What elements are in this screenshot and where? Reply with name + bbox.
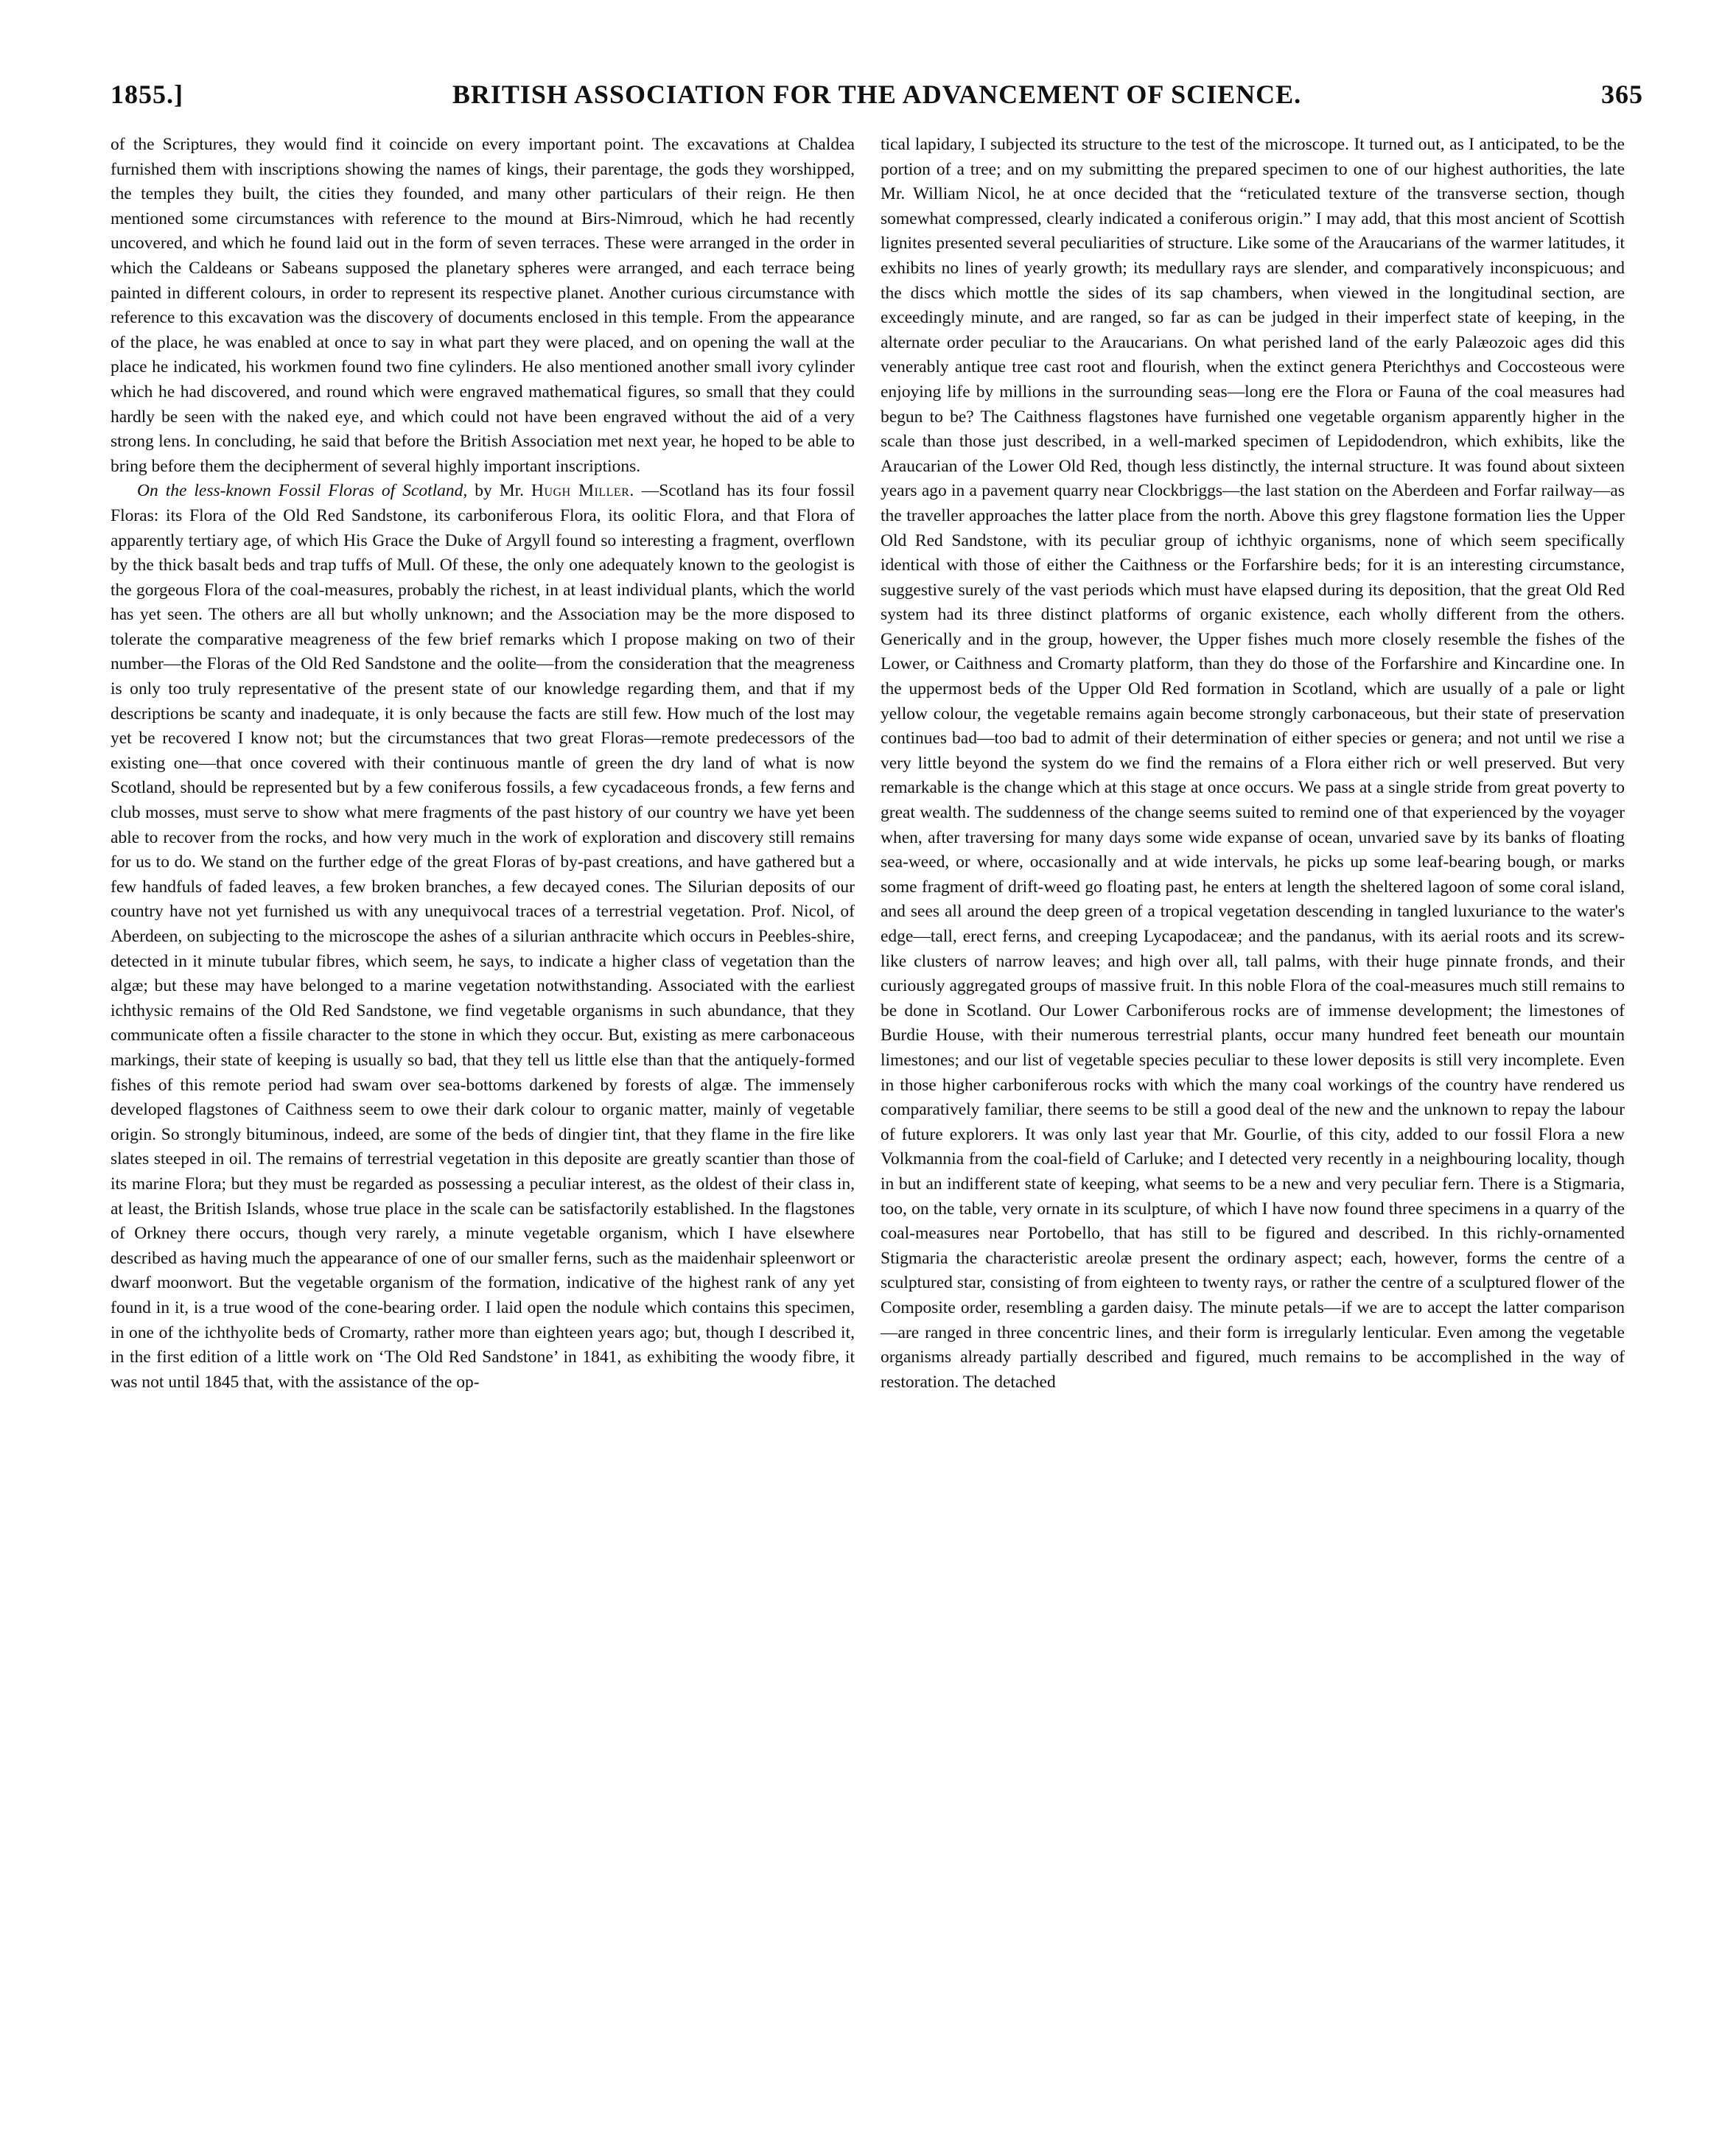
- paragraph-continued: tical lapidary, I subjected its structure to the test of the microscope. It turned out, as I anticipated, to be the portion of a tree; and on my submitting the prepared specimen to one of our highest authorities, the late Mr. William Nicol, he at once decided that the “reticulated texture of the transverse section, though somewhat compressed, clearly indicated a coniferous origin.” I may add, that this most ancient of Scottish lignites presented several peculiarities of structure. Like some of the Araucarians of the warmer latitudes, it exhibits no lines of yearly growth; its medullary rays are slender, and comparatively inconspicuous; and the discs which mottle the sides of its sap chambers, when viewed in the longitudinal section, are exceedingly minute, and are ranged, so far as can be judged in their imperfect state of keeping, in the alternate order peculiar to the Araucarians. On what perished land of the early Palæozoic ages did this venerably antique tree cast root and flourish, when the extinct genera Pterichthys and Coccosteous were enjoying life by millions in the surrounding seas—long ere the Flora or Fauna of the coal measures had begun to be? The Caithness flagstones have furnished one vegetable organism apparently higher in the scale than those just described, in a well-marked specimen of Lepidodendron, which exhibits, like the Araucarian of the Lower Old Red, though less distinctly, the internal structure. It was found about sixteen years ago in a pavement quarry near Clockbriggs—the last station on the Aberdeen and Forfar railway—as the traveller approaches the latter place from the north. Above this grey flagstone formation lies the Upper Old Red Sandstone, with its peculiar group of ichthyic organisms, none of which seem specifically identical with those of either the Caithness or the Forfarshire beds; for it is an interesting circumstance, suggestive surely of the vast periods which must have elapsed during its deposition, that the great Old Red system had its three distinct platforms of organic existence, each wholly different from the others. Generically and in the group, however, the Upper fishes much more closely resemble the fishes of the Lower, or Caithness and Cromarty platform, than they do those of the Forfarshire and Kincardine one. In the uppermost beds of the Upper Old Red formation in Scotland, which are usually of a pale or light yellow colour, the vegetable remains again become strongly carbonaceous, but their state of preservation continues bad—too bad to admit of their determination of either species or genera; and not until we rise a very little beyond the system do we find the remains of a Flora either rich or well preserved. But very remarkable is the change which at this stage at once occurs. We pass at a single stride from great poverty to great wealth. The suddenness of the change seems suited to remind one of that experienced by the voyager when, after traversing for many days some wide expanse of ocean, unvaried save by its banks of floating sea-weed, or where, occasionally and at wide intervals, he picks up some leaf-bearing bough, or marks some fragment of drift-weed go floating past, he enters at length the sheltered lagoon of some coral island, and sees all around the deep green of a tropical vegetation descending in tangled luxuriance to the water's edge—tall, erect ferns, and creeping Lycapodaceæ; and the pandanus, with its aerial roots and its screw-like clusters of narrow leaves; and high over all, tall palms, with their huge pinnate fronds, and their curiously aggregated groups of massive fruit. In this noble Flora of the coal-measures much still remains to be done in Scotland. Our Lower Carboniferous rocks are of immense development; the limestones of Burdie House, with their numerous terrestrial plants, occur many hundred feet beneath our mountain limestones; and our list of vegetable species peculiar to these lower deposits is still very incomplete. Even in those higher carboniferous rocks with which the many coal workings of the country have rendered us comparatively familiar, there seems to be still a good deal of the new and the unknown to repay the labour of future explorers. It was only last year that Mr. Gourlie, of this city, added to our fossil Flora a new Volkmannia from the coal-field of Carluke; and I detected very recently in a neighbouring locality, though in but an indifferent state of keeping, what seems to be a new and very peculiar fern. There is a Stigmaria, too, on the table, very ornate in its sculpture, of which I have now found three specimens in a quarry of the coal-measures near Portobello, that has still to be figured and described. In this richly-ornamented Stigmaria the characteristic areolæ present the ordinary aspect; each, however, forms the centre of a sculptured star, consisting of from eighteen to twenty rays, or rather the centre of a sculptured flower of the Composite order, resembling a garden daisy. The minute petals—if we are to accept the latter comparison—are ranged in three concentric lines, and their form is irregularly lenticular. Even among the vegetable organisms already partially described and figured, much remains to be accomplished in the way of restoration. The detached: [881, 135, 1625, 1392]
- header-title: BRITISH ASSOCIATION FOR THE ADVANCEMENT OF SCIENCE.: [452, 80, 1302, 109]
- paper-title: On the less-known Fossil Floras of Scotland,: [137, 481, 468, 501]
- right-column: [881, 133, 1625, 2107]
- paragraph-fossil-floras: [111, 479, 855, 1395]
- paper-by: by Mr.: [467, 481, 532, 501]
- header-year: 1855.]: [111, 80, 183, 109]
- paragraph-continuation: of the Scriptures, they would find it coincide on every important point. The excavations at Chaldea furnished them with inscriptions showing the names of kings, their parentage, the gods they worshipped, the temples they built, the cities they founded, and many other particulars of their reign. He then mentioned some circumstances with reference to the mound at Birs-Nimroud, which he had recently uncovered, and which he found laid out in the form of seven terraces. These were arranged in the order in which the Caldeans or Sabeans supposed the planetary spheres were arranged, and each terrace being painted in different colours, in order to represent its respective planet. Another curious circumstance with reference to this excavation was the discovery of documents enclosed in this temple. From the appearance of the place, he was enabled at once to say in what part they were placed, and on opening the wall at the place he indicated, his workmen found two fine cylinders. He also mentioned another small ivory cylinder which he had discovered, and round which were engraved mathematical figures, so small that they could hardly be seen with the naked eye, and which could not have been engraved without the aid of a very strong lens. In concluding, he said that before the British Association met next year, he hoped to be able to bring before them the decipherment of several highly important inscriptions.: [111, 135, 855, 476]
- left-column: [111, 133, 855, 2107]
- paper-author: Hugh Miller.: [531, 481, 634, 501]
- page-number: 365: [1601, 80, 1643, 109]
- paper-body: —Scotland has its four fossil Floras: its Flora of the Old Red Sandstone, its carboniferous Flora, its oolitic Flora, and that Flora of apparently tertiary age, of which His Grace the Duke of Argyll found so interesting a fragment, overflown by the thick basalt beds and trap tuffs of Mull. Of these, the only one adequately known to the geologist is the gorgeous Flora of the coal-measures, probably the richest, in at least individual plants, which the world has yet seen. The others are all but wholly unknown; and the Association may be the more disposed to tolerate the comparative meagreness of the few brief remarks which I propose making on two of their number—the Floras of the Old Red Sandstone and the oolite—from the consideration that the meagreness is only too truly representative of the present state of our knowledge regarding them, and that if my descriptions be scanty and inadequate, it is only because the facts are still few. How much of the lost may yet be recovered I know not; but the circumstances that two great Floras—remote predecessors of the existing one—that once covered with their continuous mantle of green the dry land of what is now Scotland, should be represented but by a few coniferous fossils, a few cycadaceous fronds, a few ferns and club mosses, must serve to show what mere fragments of the past history of our country we have yet been able to recover from the rocks, and how very much in the work of exploration and discovery still remains for us to do. We stand on the further edge of the great Floras of by-past creations, and have gathered but a few handfuls of faded leaves, a few broken branches, a few decayed cones. The Silurian deposits of our country have not yet furnished us with any unequivocal traces of a terrestrial vegetation. Prof. Nicol, of Aberdeen, on subjecting to the microscope the ashes of a silurian anthracite which occurs in Peebles-shire, detected in it minute tubular fibres, which seem, he says, to indicate a higher class of vegetation than the algæ; but these may have belonged to a marine vegetation notwithstanding. Associated with the earliest ichthysic remains of the Old Red Sandstone, we find vegetable organisms in such abundance, that they communicate often a fissile character to the stone in which they occur. But, existing as mere carbonaceous markings, their state of keeping is usually so bad, that they tell us little else than that the antiquely-formed fishes of this remote period had swam over sea-bottoms darkened by forests of algæ. The immensely developed flagstones of Caithness seem to owe their dark colour to organic matter, mainly of vegetable origin. So strongly bituminous, indeed, are some of the beds of dingier tint, that they flame in the fire like slates steeped in oil. The remains of terrestrial vegetation in this deposite are greatly scantier than those of its marine Flora; but they must be regarded as possessing a peculiar interest, as the oldest of their class in, at least, the British Islands, whose true place in the scale can be satisfactorily established. In the flagstones of Orkney there occurs, though very rarely, a minute vegetable organism, which I have elsewhere described as having much the appearance of one of our smaller ferns, such as the maidenhair spleenwort or dwarf moonwort. But the vegetable organism of the formation, indicative of the highest rank of any yet found in it, is a true wood of the cone-bearing order. I laid open the nodule which contains this specimen, in one of the ichthyolite beds of Cromarty, rather more than eighteen years ago; but, though I described it, in the first edition of a little work on ‘The Old Red Sandstone’ in 1841, as exhibiting the woody fibre, it was not until 1845 that, with the assistance of the op-: [111, 481, 855, 1392]
- running-header: [111, 74, 1643, 115]
